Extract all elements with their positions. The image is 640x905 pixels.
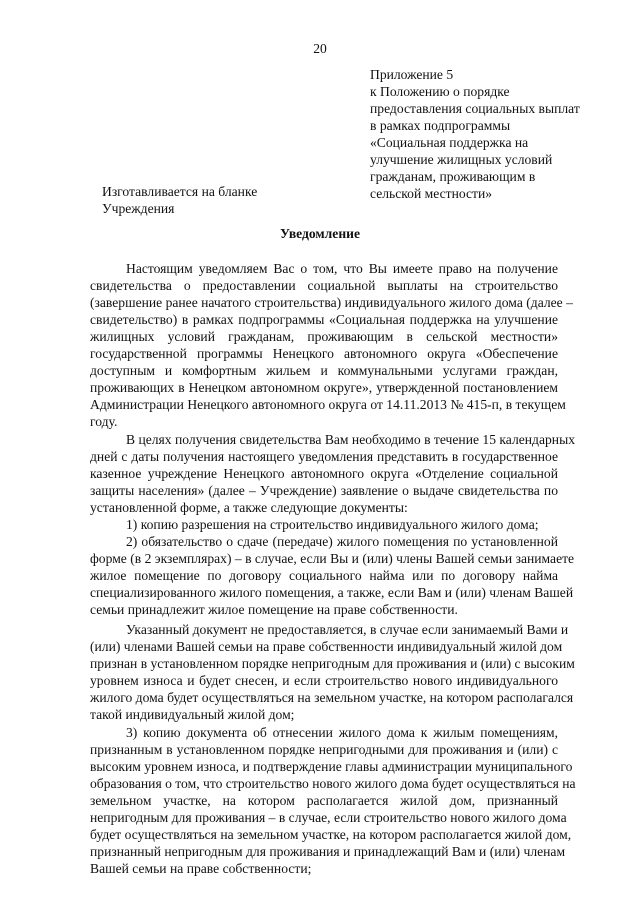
body-line: В целях получения свидетельства Вам необходимо в течение 15 календарных xyxy=(126,432,575,447)
body-line: (завершение ранее начатого строительства) индивидуального жилого дома (далее – xyxy=(90,295,573,310)
body-line: свидетельство) в рамках подпрограммы «Социальная поддержка на улучшение xyxy=(90,312,558,327)
appendix-line: «Социальная поддержка на xyxy=(370,135,529,150)
body-line: образования о том, что строительство нового жилого дома будет осуществляться на xyxy=(90,776,576,791)
body-line: 1) копию разрешения на строительство индивидуального жилого дома; xyxy=(126,517,539,532)
appendix-line: гражданам, проживающим в xyxy=(370,169,536,184)
body-line: Настоящим уведомляем Вас о том, что Вы имеете право на получение xyxy=(126,261,558,276)
letterhead-line: Учреждения xyxy=(102,201,175,216)
body-line: доступным и комфортным жильем и коммунальными услугами граждан, xyxy=(90,363,558,378)
appendix-line: улучшение жилищных условий xyxy=(370,152,553,167)
body-line: непригодным для проживания – в случае, если строительство нового жилого дома xyxy=(90,810,567,825)
body-line: году. xyxy=(90,414,118,429)
body-line: земельном участке, на котором располагается жилой дом, признанный xyxy=(90,793,558,808)
body-line: жилого дома будет осуществляться на земельном участке, на котором располагался xyxy=(90,690,574,705)
body-line: казенное учреждение Ненецкого автономного округа «Отделение социальной xyxy=(90,466,558,481)
body-line: уровнем износа и будет снесен, и если строительство нового индивидуального xyxy=(90,673,558,688)
body-line: такой индивидуальный жилой дом; xyxy=(90,707,295,722)
body-line: Вашей семьи на праве собственности; xyxy=(90,861,312,876)
body-line: признанным в установленном порядке непригодными для проживания и (или) с xyxy=(90,742,558,757)
body-line: установленной форме, а также следующие документы: xyxy=(90,500,408,515)
appendix-line: к Положению о порядке xyxy=(370,84,510,99)
appendix-line: в рамках подпрограммы xyxy=(370,118,511,133)
body-line: Указанный документ не предоставляется, в случае если занимаемый Вами и xyxy=(126,622,569,637)
body-line: (или) членами Вашей семьи на праве собственности индивидуальный жилой дом xyxy=(90,639,563,654)
body-line: 2) обязательство о сдаче (передаче) жилого помещения по установленной xyxy=(126,534,558,549)
body-line: Администрации Ненецкого автономного округа от 14.11.2013 № 415-п, в текущем xyxy=(90,397,566,412)
body-line: проживающих в Ненецком автономном округе», утвержденной постановлением xyxy=(90,380,558,395)
appendix-line: Приложение 5 xyxy=(370,67,454,82)
body-line: 3) копию документа об отнесении жилого дома к жилым помещениям, xyxy=(126,725,558,740)
body-line: дней с даты получения настоящего уведомления представить в государственное xyxy=(90,449,558,464)
body-line: высоким уровнем износа, и подтверждение главы администрации муниципального xyxy=(90,759,573,774)
document-title: Уведомление xyxy=(279,226,361,241)
body-line: жилое помещение по договору социального найма или по договору найма xyxy=(90,568,558,583)
appendix-line: сельской местности» xyxy=(370,186,493,201)
body-line: жилищных условий гражданам, проживающим в сельской местности» xyxy=(90,329,558,344)
body-line: признан в установленном порядке непригодным для проживания и (или) с высоким xyxy=(90,656,575,671)
body-line: государственной программы Ненецкого автономного округа «Обеспечение xyxy=(90,346,558,361)
body-line: семьи принадлежит жилое помещение на праве собственности. xyxy=(90,602,458,617)
page-number: 20 xyxy=(313,41,327,56)
body-line: признанный непригодным для проживания и принадлежащий Вам и (или) членам xyxy=(90,844,566,859)
body-line: будет осуществляться на земельном участке, на котором располагается жилой дом, xyxy=(90,827,572,842)
body-line: защиты населения» (далее – Учреждение) заявление о выдаче свидетельства по xyxy=(90,483,558,498)
appendix-line: предоставления социальных выплат xyxy=(370,101,580,116)
body-line: свидетельства о предоставлении социальной выплаты на строительство xyxy=(90,278,558,293)
body-line: специализированного жилого помещения, а также, если Вам и (или) членам Вашей xyxy=(90,585,574,600)
body-line: форме (в 2 экземплярах) – в случае, если Вы и (или) члены Вашей семьи занимаете xyxy=(90,551,575,566)
letterhead-line: Изготавливается на бланке xyxy=(102,184,258,199)
